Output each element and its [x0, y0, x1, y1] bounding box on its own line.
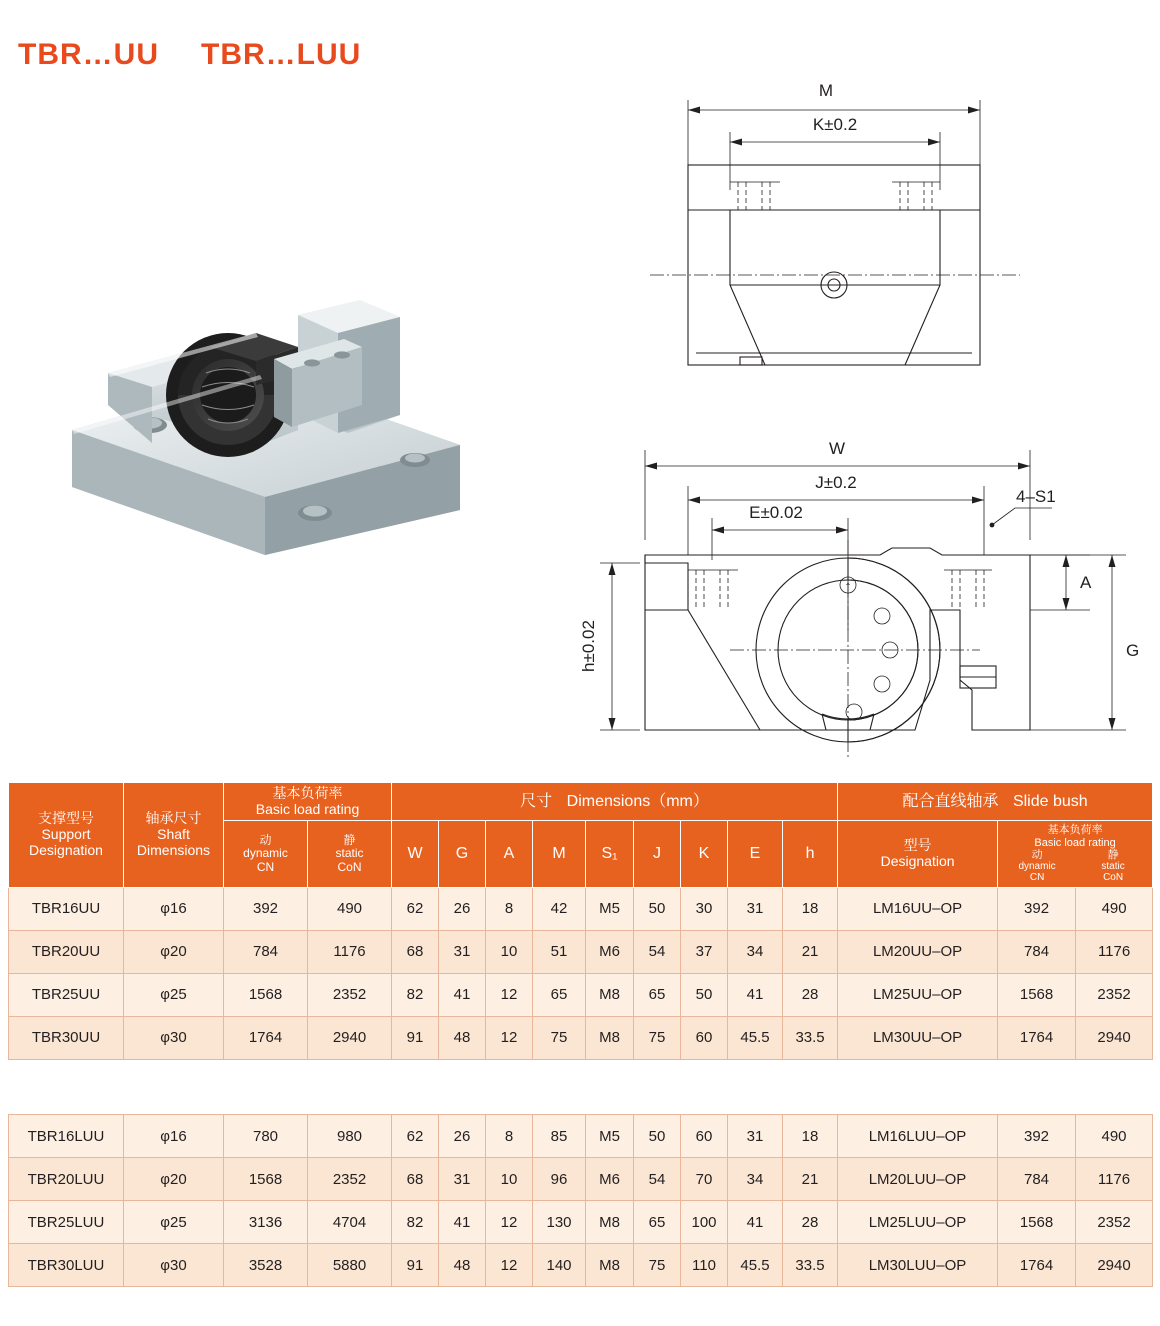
cell-sta: 4704	[308, 1201, 392, 1244]
cell-g: 48	[439, 1244, 486, 1287]
th-col-e: E	[728, 821, 783, 887]
spec-table-uu	[8, 782, 1153, 1060]
th-slide-bush: 配合直线轴承 Slide bush	[838, 783, 1153, 821]
cell-g: 31	[439, 930, 486, 973]
cell-m: 75	[533, 1016, 586, 1059]
th-support-designation: 支撑型号 Support Designation	[9, 783, 124, 888]
cell-g: 26	[439, 1115, 486, 1158]
th-col-j: J	[634, 821, 681, 887]
cell-a: 8	[486, 887, 533, 930]
cell-g: 41	[439, 973, 486, 1016]
cell-sta: 5880	[308, 1244, 392, 1287]
spec-table-luu	[8, 1114, 1153, 1287]
dim-h-label: h±0.02	[579, 620, 598, 672]
cell-shaft: φ16	[124, 887, 224, 930]
cell-dyn: 784	[224, 930, 308, 973]
cell-bush: LM20UU–OP	[838, 930, 998, 973]
cell-j: 54	[634, 930, 681, 973]
cell-j: 75	[634, 1016, 681, 1059]
cell-g: 41	[439, 1201, 486, 1244]
th-shaft-dimensions: 轴承尺寸 Shaft Dimensions	[124, 783, 224, 888]
cell-k: 110	[681, 1244, 728, 1287]
th-dynamic: 动 dynamic CN	[224, 821, 308, 887]
cell-w: 62	[392, 887, 439, 930]
cell-s1: M8	[586, 1244, 634, 1287]
table-row	[9, 887, 1153, 930]
cell-bsta: 1176	[1076, 930, 1153, 973]
cell-j: 54	[634, 1158, 681, 1201]
cell-bdyn: 784	[998, 930, 1076, 973]
dim-j-label: J±0.2	[815, 473, 857, 492]
cell-s1: M6	[586, 930, 634, 973]
page-title-left: TBR…UU	[18, 38, 159, 71]
cell-designation: TBR30UU	[9, 1016, 124, 1059]
cell-e: 31	[728, 1115, 783, 1158]
th-col-g: G	[439, 821, 486, 887]
cell-bdyn: 1764	[998, 1244, 1076, 1287]
product-photo	[60, 255, 470, 585]
cell-bush: LM25LUU–OP	[838, 1201, 998, 1244]
cell-e: 45.5	[728, 1244, 783, 1287]
cell-dyn: 3136	[224, 1201, 308, 1244]
th-basic-load-rating: 基本负荷率 Basic load rating	[224, 783, 392, 821]
cell-dyn: 780	[224, 1115, 308, 1158]
front-view-drawing	[580, 70, 1140, 400]
cell-bsta: 2352	[1076, 1201, 1153, 1244]
cell-k: 37	[681, 930, 728, 973]
cell-bdyn: 1568	[998, 1201, 1076, 1244]
cell-dyn: 392	[224, 887, 308, 930]
cell-h: 28	[783, 1201, 838, 1244]
cell-bsta: 490	[1076, 887, 1153, 930]
cell-g: 26	[439, 887, 486, 930]
cell-dyn: 3528	[224, 1244, 308, 1287]
cell-bush: LM20LUU–OP	[838, 1158, 998, 1201]
cell-shaft: φ30	[124, 1016, 224, 1059]
cell-sta: 2352	[308, 1158, 392, 1201]
th-col-k: K	[681, 821, 728, 887]
cell-w: 68	[392, 930, 439, 973]
table-row	[9, 930, 1153, 973]
cell-bsta: 490	[1076, 1115, 1153, 1158]
cell-a: 12	[486, 973, 533, 1016]
cell-a: 10	[486, 930, 533, 973]
spec-table-luu-wrap	[8, 1114, 1152, 1287]
cell-designation: TBR16UU	[9, 887, 124, 930]
table-row	[9, 1016, 1153, 1059]
dim-a-label: A	[1080, 573, 1092, 592]
cell-w: 68	[392, 1158, 439, 1201]
cell-e: 41	[728, 973, 783, 1016]
spec-table-uu-wrap	[8, 782, 1152, 1060]
cell-m: 96	[533, 1158, 586, 1201]
th-col-h: h	[783, 821, 838, 887]
cell-s1: M8	[586, 1016, 634, 1059]
cell-designation: TBR25LUU	[9, 1201, 124, 1244]
table-row	[9, 1244, 1153, 1287]
cell-w: 82	[392, 1201, 439, 1244]
dim-g-label: G	[1126, 641, 1140, 660]
cell-sta: 490	[308, 887, 392, 930]
cell-k: 50	[681, 973, 728, 1016]
table-row	[9, 1201, 1153, 1244]
cell-bush: LM16UU–OP	[838, 887, 998, 930]
cell-e: 34	[728, 930, 783, 973]
cell-bush: LM30LUU–OP	[838, 1244, 998, 1287]
dim-e-label: E±0.02	[749, 503, 803, 522]
th-col-w: W	[392, 821, 439, 887]
top-view-drawing	[560, 430, 1150, 770]
cell-bush: LM25UU–OP	[838, 973, 998, 1016]
cell-e: 45.5	[728, 1016, 783, 1059]
cell-k: 30	[681, 887, 728, 930]
cell-sta: 2940	[308, 1016, 392, 1059]
cell-shaft: φ25	[124, 1201, 224, 1244]
cell-designation: TBR25UU	[9, 973, 124, 1016]
cell-k: 60	[681, 1115, 728, 1158]
cell-h: 33.5	[783, 1016, 838, 1059]
cell-g: 48	[439, 1016, 486, 1059]
cell-bush: LM30UU–OP	[838, 1016, 998, 1059]
cell-dyn: 1764	[224, 1016, 308, 1059]
cell-bush: LM16LUU–OP	[838, 1115, 998, 1158]
cell-shaft: φ20	[124, 1158, 224, 1201]
th-dimensions: 尺寸 Dimensions（mm）	[392, 783, 838, 821]
cell-e: 34	[728, 1158, 783, 1201]
cell-sta: 1176	[308, 930, 392, 973]
cell-bsta: 2940	[1076, 1244, 1153, 1287]
cell-m: 42	[533, 887, 586, 930]
cell-designation: TBR16LUU	[9, 1115, 124, 1158]
cell-shaft: φ20	[124, 930, 224, 973]
table-row	[9, 1115, 1153, 1158]
cell-dyn: 1568	[224, 1158, 308, 1201]
th-col-a: A	[486, 821, 533, 887]
cell-j: 50	[634, 1115, 681, 1158]
cell-bdyn: 1764	[998, 1016, 1076, 1059]
cell-m: 140	[533, 1244, 586, 1287]
cell-k: 100	[681, 1201, 728, 1244]
page-title-right: TBR…LUU	[201, 38, 362, 71]
cell-s1: M5	[586, 887, 634, 930]
cell-k: 60	[681, 1016, 728, 1059]
cell-designation: TBR20UU	[9, 930, 124, 973]
cell-shaft: φ25	[124, 973, 224, 1016]
cell-j: 50	[634, 887, 681, 930]
cell-s1: M8	[586, 973, 634, 1016]
cell-h: 18	[783, 1115, 838, 1158]
cell-m: 130	[533, 1201, 586, 1244]
cell-bdyn: 1568	[998, 973, 1076, 1016]
cell-a: 12	[486, 1016, 533, 1059]
cell-s1: M6	[586, 1158, 634, 1201]
cell-s1: M5	[586, 1115, 634, 1158]
cell-a: 10	[486, 1158, 533, 1201]
cell-h: 18	[783, 887, 838, 930]
th-bush-designation: 型号 Designation	[838, 821, 998, 887]
cell-w: 62	[392, 1115, 439, 1158]
cell-j: 65	[634, 1201, 681, 1244]
cell-sta: 2352	[308, 973, 392, 1016]
dim-k-label: K±0.2	[812, 115, 858, 134]
cell-j: 75	[634, 1244, 681, 1287]
dim-w-label: W	[828, 439, 846, 458]
table-header-row-1	[9, 783, 1153, 821]
cell-designation: TBR30LUU	[9, 1244, 124, 1287]
cell-sta: 980	[308, 1115, 392, 1158]
cell-m: 65	[533, 973, 586, 1016]
cell-h: 21	[783, 930, 838, 973]
cell-h: 33.5	[783, 1244, 838, 1287]
page-title	[18, 38, 361, 72]
cell-a: 12	[486, 1201, 533, 1244]
cell-dyn: 1568	[224, 973, 308, 1016]
dim-m-label: M	[818, 81, 834, 100]
table-row	[9, 1158, 1153, 1201]
cell-designation: TBR20LUU	[9, 1158, 124, 1201]
cell-w: 91	[392, 1016, 439, 1059]
cell-a: 8	[486, 1115, 533, 1158]
th-col-s1: S₁	[586, 821, 634, 887]
cell-m: 51	[533, 930, 586, 973]
table-row	[9, 973, 1153, 1016]
cell-g: 31	[439, 1158, 486, 1201]
cell-s1: M8	[586, 1201, 634, 1244]
cell-k: 70	[681, 1158, 728, 1201]
cell-bsta: 2352	[1076, 973, 1153, 1016]
th-bush-load-rating: 基本负荷率 Basic load rating 动 dynamic CN 静 static CoN	[998, 821, 1153, 887]
cell-bdyn: 392	[998, 1115, 1076, 1158]
cell-e: 31	[728, 887, 783, 930]
callout-s1-label: 4–S1	[1016, 487, 1056, 506]
cell-shaft: φ30	[124, 1244, 224, 1287]
cell-a: 12	[486, 1244, 533, 1287]
cell-h: 28	[783, 973, 838, 1016]
svg-text:↑: ↑	[844, 578, 852, 595]
cell-bsta: 2940	[1076, 1016, 1153, 1059]
cell-e: 41	[728, 1201, 783, 1244]
cell-j: 65	[634, 973, 681, 1016]
cell-w: 91	[392, 1244, 439, 1287]
cell-bdyn: 392	[998, 887, 1076, 930]
cell-w: 82	[392, 973, 439, 1016]
th-static: 静 static CoN	[308, 821, 392, 887]
cell-bsta: 1176	[1076, 1158, 1153, 1201]
cell-h: 21	[783, 1158, 838, 1201]
cell-m: 85	[533, 1115, 586, 1158]
cell-shaft: φ16	[124, 1115, 224, 1158]
cell-bdyn: 784	[998, 1158, 1076, 1201]
th-col-m: M	[533, 821, 586, 887]
